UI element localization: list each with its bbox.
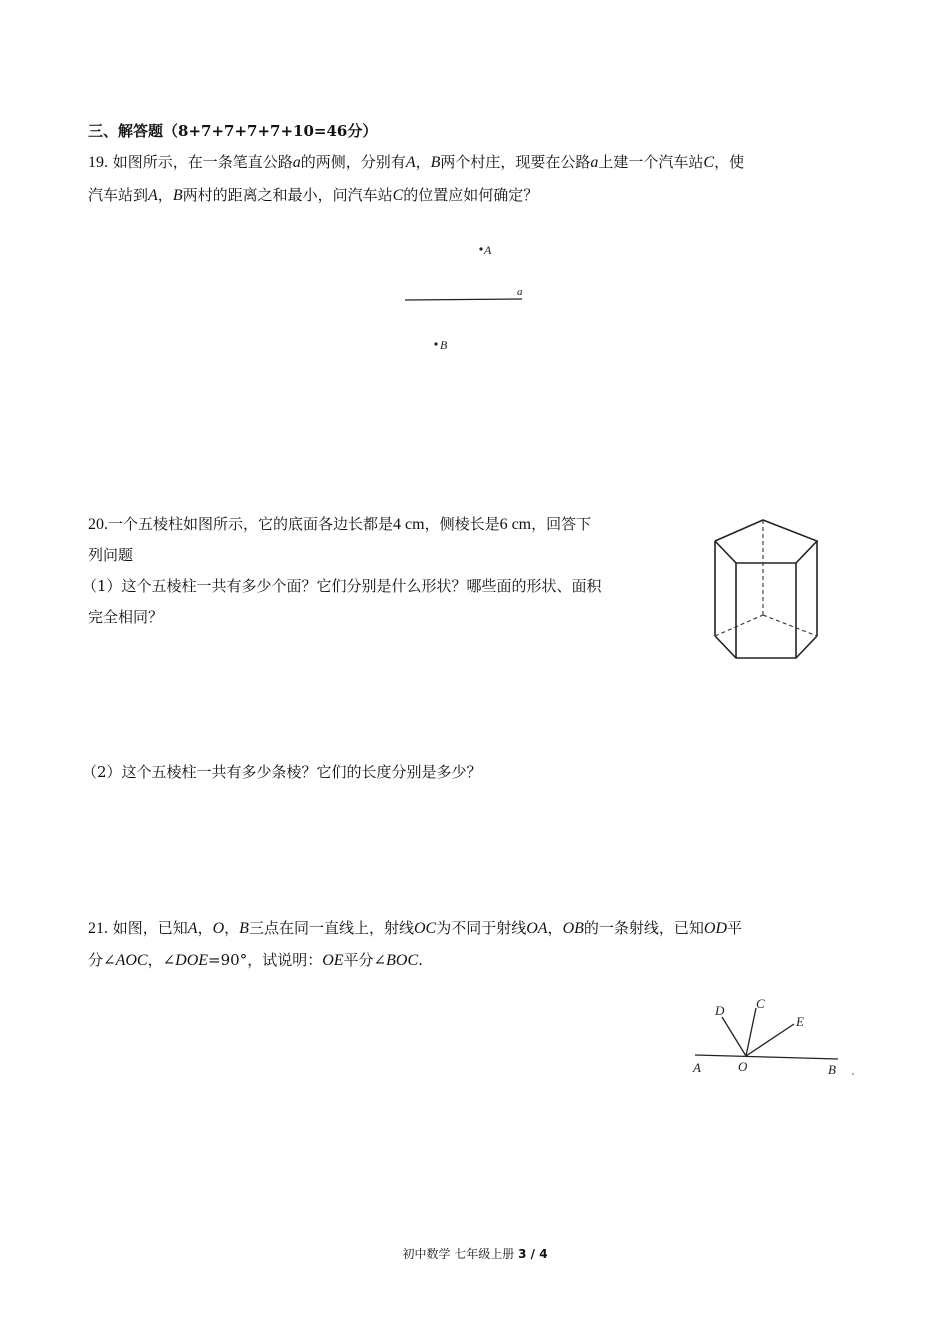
text-run: 上建一个汽车站 — [598, 153, 704, 171]
section-title: 三、解答题（8+7+7+7+7+10=46分） — [88, 122, 378, 140]
prism-bottom-visible — [715, 636, 817, 658]
q20-part1-line-2: 完全相同？ — [88, 608, 164, 626]
q21-line-1 — [88, 918, 742, 939]
q20-text-c: ，回答下 — [531, 515, 592, 533]
text-run: 如图，已知 — [112, 919, 188, 937]
q20-number: 20. — [88, 516, 108, 533]
math-variable: DOE — [175, 952, 209, 969]
label-o: O — [738, 1059, 748, 1074]
text-run: 的两侧，分别有 — [300, 153, 406, 171]
road-label: a — [517, 286, 523, 298]
text-run: 两个村庄，现要在公路 — [440, 153, 591, 171]
line-ab — [695, 1055, 838, 1059]
prism-hidden-bottom-left — [715, 615, 763, 636]
q19-figure — [395, 235, 535, 360]
q19-line1-runs — [113, 153, 744, 171]
q21-line-2 — [88, 950, 423, 971]
q19-line-1 — [88, 152, 744, 173]
prism-top-face — [715, 520, 817, 563]
page-number: 3 / 4 — [518, 1247, 548, 1261]
math-variable: A — [405, 154, 416, 171]
q20-text-a: 一个五棱柱如图所示，它的底面各边长都是 — [108, 515, 394, 533]
q20-base-edge: 4 cm — [393, 516, 425, 533]
math-variable: OC — [413, 920, 437, 937]
stray-dot — [852, 1073, 854, 1075]
math-variable: B — [430, 154, 441, 171]
ray-oc — [746, 1008, 756, 1056]
q21-line2-runs — [88, 951, 423, 969]
label-e: E — [796, 1014, 804, 1029]
text-run: =90°，试说明： — [208, 951, 323, 969]
text-run: 平分∠ — [343, 951, 387, 969]
math-variable: B — [172, 187, 183, 204]
text-run: 如图所示，在一条笔直公路 — [112, 153, 293, 171]
footer-course: 初中数学 七年级上册 — [402, 1247, 515, 1261]
text-run: ， — [197, 919, 213, 937]
math-variable: C — [392, 187, 404, 204]
label-c: C — [756, 996, 765, 1011]
math-variable: OA — [526, 920, 548, 937]
page-footer — [0, 1245, 950, 1262]
math-variable: BOC — [386, 952, 419, 969]
math-variable: OE — [322, 952, 344, 969]
text-run: . — [418, 951, 423, 969]
text-run: ， — [224, 919, 240, 937]
q21-line1-runs — [113, 919, 742, 937]
ray-od — [722, 1017, 746, 1056]
point-b-label: B — [440, 338, 448, 352]
label-d: D — [715, 1003, 725, 1018]
math-variable: B — [239, 920, 249, 937]
point-a-label: A — [484, 243, 492, 257]
math-variable: A — [187, 920, 198, 937]
text-run: ，∠ — [147, 951, 176, 969]
text-run: 平 — [727, 919, 743, 937]
math-variable: O — [212, 920, 225, 937]
math-variable: A — [148, 187, 158, 204]
ray-oe — [746, 1024, 794, 1056]
prism-hidden-bottom-right — [763, 615, 817, 636]
math-variable: OD — [703, 920, 728, 937]
text-run: 三点在同一直线上，射线 — [248, 919, 414, 937]
text-run: 的一条射线，已知 — [583, 919, 704, 937]
math-variable: AOC — [115, 952, 148, 969]
text-run: 分∠ — [88, 951, 116, 969]
q20-line-2: 列问题 — [88, 546, 134, 564]
q21-number: 21. — [88, 920, 108, 937]
q19-number: 19. — [88, 154, 108, 171]
math-variable: a — [590, 154, 599, 171]
point-a-dot — [479, 247, 482, 250]
math-variable: a — [292, 154, 301, 171]
text-run: ， — [157, 186, 173, 204]
label-a: A — [693, 1060, 701, 1075]
text-run: ，使 — [714, 153, 745, 171]
math-variable: C — [703, 154, 715, 171]
text-run: ， — [415, 153, 431, 171]
text-run: 为不同于射线 — [436, 919, 527, 937]
text-run: 两村的距离之和最小，问汽车站 — [182, 186, 393, 204]
q19-line-2 — [88, 185, 538, 206]
math-variable: OB — [562, 920, 584, 937]
q20-part1-line-1: （1）这个五棱柱一共有多少个面？它们分别是什么形状？哪些面的形状、面积 — [82, 577, 602, 595]
text-run: 汽车站到 — [88, 186, 149, 204]
text-run: 的位置应如何确定？ — [403, 186, 539, 204]
road-line — [405, 299, 522, 300]
q19-line2-runs — [88, 186, 538, 204]
label-b: B — [828, 1062, 836, 1077]
point-b-dot — [434, 342, 437, 345]
q21-angle-figure — [688, 992, 863, 1087]
q20-part2: （2）这个五棱柱一共有多少条棱？它们的长度分别是多少？ — [82, 763, 482, 781]
pentagonal-prism-figure — [700, 510, 840, 670]
q20-text-b: ，侧棱长是 — [424, 515, 500, 533]
q20-lateral-edge: 6 cm — [499, 516, 532, 533]
q20-line-1 — [88, 514, 591, 535]
text-run: ， — [547, 919, 563, 937]
